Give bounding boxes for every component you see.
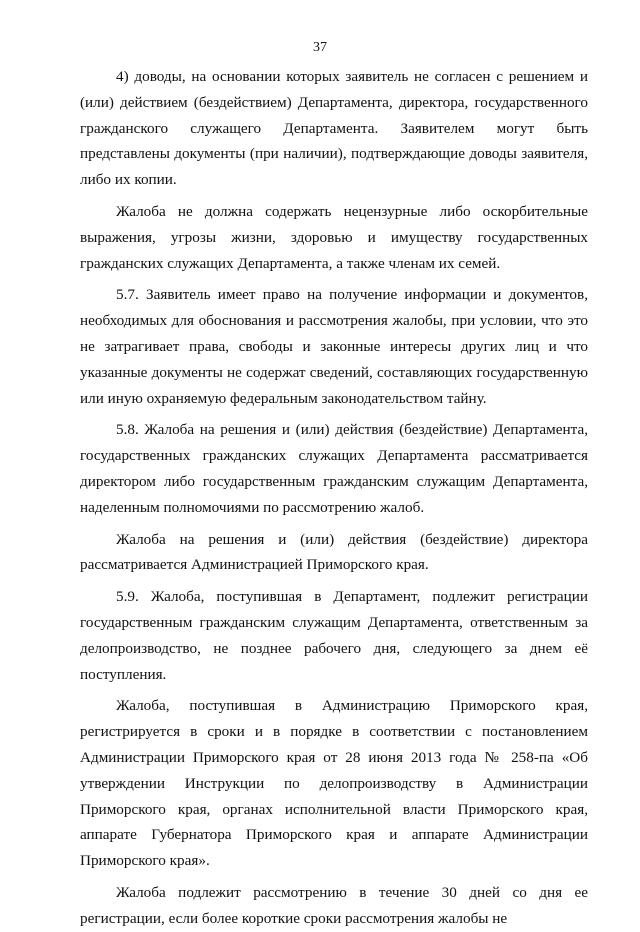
paragraph-5-9: 5.9. Жалоба, поступившая в Департамент, подлежит регистрации государственным гражданским служащим Департамента, ответственным за делопроизводство, не позднее рабочего дня, следующего за днем её поступления.	[80, 588, 588, 683]
page-number: 37	[313, 40, 327, 55]
paragraph-complaint-content: Жалоба не должна содержать нецензурные либо оскорбительные выражения, угрозы жизни, здоровью и имуществу государственных гражданских служащих Департамента, а также членам их семей.	[80, 202, 588, 272]
paragraph-review-term: Жалоба подлежит рассмотрению в течение 30 дней со дня ее регистрации, если более короткие сроки рассмотрения жалобы не	[80, 883, 588, 927]
paragraph-5-7: 5.7. Заявитель имеет право на получение информации и документов, необходимых для обоснования и рассмотрения жалобы, при условии, что это не затрагивает права, свободы и законные интересы других лиц и что указанные документы не содержат сведений, составляющих государственную или иную охраняемую федеральным законодательством тайну.	[80, 286, 588, 407]
paragraph-arguments: 4) доводы, на основании которых заявитель не согласен с решением и (или) действием (бездействием) Департамента, директора, государственного гражданского служащего Департамента. Заявителем могут быть представлены документы (при наличии), подтверждающие доводы заявителя, либо их копии.	[80, 68, 588, 189]
paragraph-5-8: 5.8. Жалоба на решения и (или) действия (бездействие) Департамента, государственных гражданских служащих Департамента рассматривается директором либо государственным гражданским служащим Департамента, наделенным полномочиями по рассмотрению жалоб.	[80, 421, 588, 516]
document-body	[80, 64, 588, 932]
paragraph-administration-registration: Жалоба, поступившая в Администрацию Приморского края, регистрируется в сроки и в порядке в соответствии с постановлением Администрации Приморского края от 28 июня 2013 года № 258-па «Об утверждении Инструкции по делопроизводству в Администрации Приморского края, органах исполнительной власти Приморского края, аппарате Губернатора Приморского края и аппарате Администрации Приморского края».	[80, 697, 588, 870]
paragraph-director-complaint: Жалоба на решения и (или) действия (бездействие) директора рассматривается Администрацией Приморского края.	[80, 530, 588, 574]
